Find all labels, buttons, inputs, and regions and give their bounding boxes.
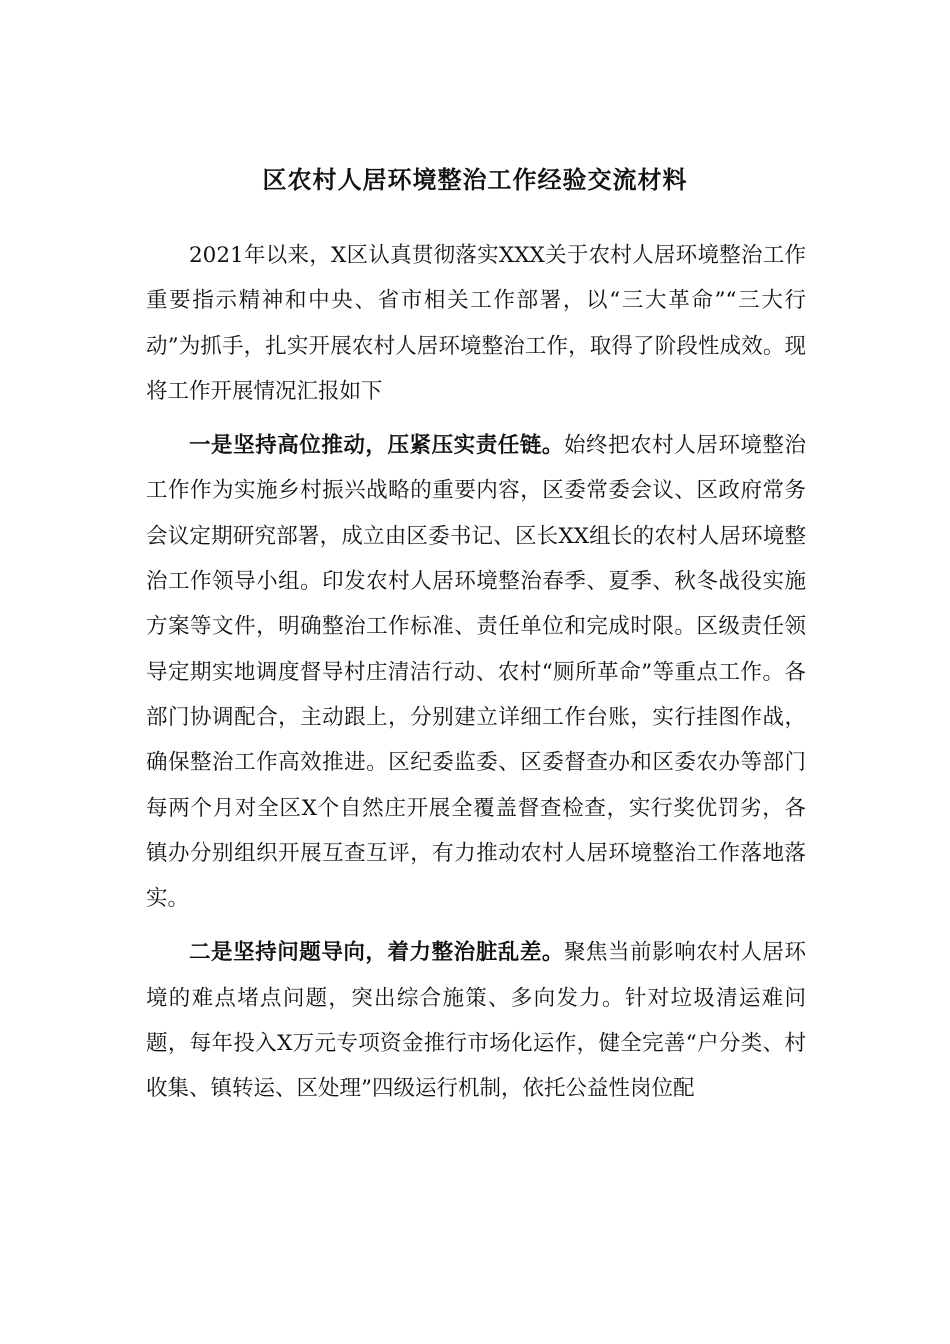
paragraph-point-two — [146, 930, 806, 1111]
paragraph-point-one — [146, 423, 806, 921]
document-body — [146, 233, 806, 1121]
paragraph-intro — [146, 233, 806, 414]
paragraph-text: 聚焦当前影响农村人居环境的难点堵点问题，突出综合施策、多向发力。针对垃圾清运难问题，每年投入X万元专项资金推行市场化运作，健全完善“户分类、村收集、镇转运、区处理”四级运行机制，依托公益性岗位配 — [146, 940, 806, 1102]
paragraph-lead: 二是坚持问题导向，着力整治脏乱差。 — [189, 940, 564, 966]
paragraph-lead: 一是坚持高位推动，压紧压实责任链。 — [189, 433, 564, 459]
paragraph-text: 2021年以来，X区认真贯彻落实XXX关于农村人居环境整治工作重要指示精神和中央、省市相关工作部署，以“三大革命”“三大行动”为抓手，扎实开展农村人居环境整治工作，取得了阶段性成效。现将工作开展情况汇报如下 — [146, 243, 806, 404]
paragraph-text: 始终把农村人居环境整治工作作为实施乡村振兴战略的重要内容，区委常委会议、区政府常务会议定期研究部署，成立由区委书记、区长XX组长的农村人居环境整治工作领导小组。印发农村人居环境整治春季、夏季、秋冬战役实施方案等文件，明确整治工作标准、责任单位和完成时限。区级责任领导定期实地调度督导村庄清洁行动、农村“厕所革命”等重点工作。各部门协调配合，主动跟上，分别建立详细工作台账，实行挂图作战，确保整治工作高效推进。区纪委监委、区委督查办和区委农办等部门每两个月对全区X个自然庄开展全覆盖督查检查，实行奖优罚劣，各镇办分别组织开展互查互评，有力推动农村人居环境整治工作落地落实。 — [146, 433, 806, 912]
document-title: 区农村人居环境整治工作经验交流材料 — [262, 165, 688, 194]
